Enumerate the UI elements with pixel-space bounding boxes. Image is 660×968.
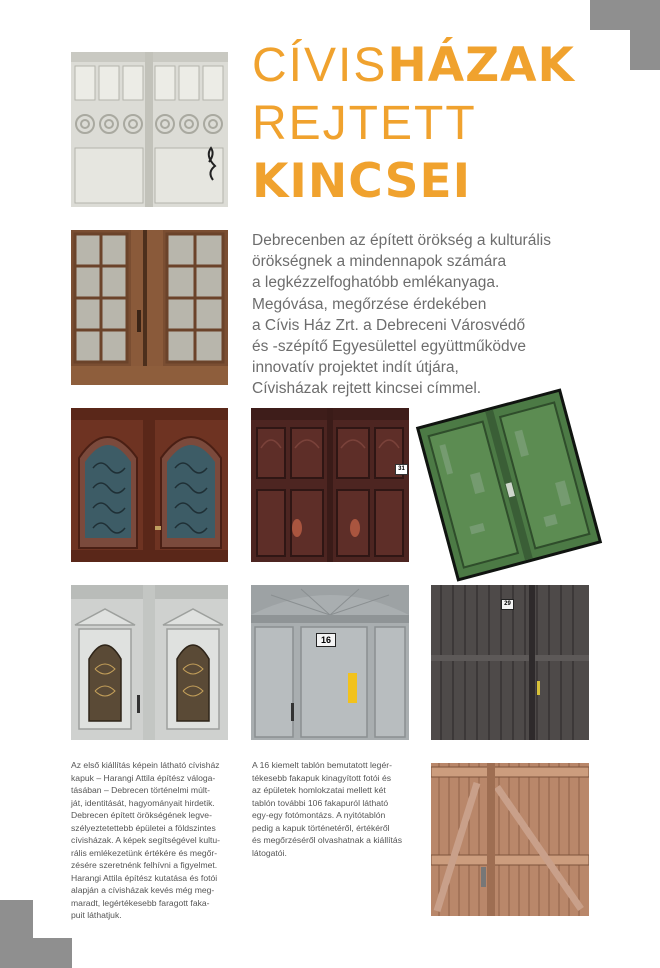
house-number: 16 bbox=[320, 635, 331, 645]
caption-line: pedig a kapuk történetéről, értékéről bbox=[252, 822, 390, 833]
house-number: 31 bbox=[398, 466, 405, 472]
intro-line: és -szépítő Egyesülettel együttműködve bbox=[252, 338, 526, 356]
caption-line: alapján a cívisházak kevés még meg- bbox=[71, 885, 215, 895]
house-number-plate bbox=[395, 464, 408, 475]
door-photo-dark-red-31 bbox=[251, 408, 409, 562]
title-civis: CÍVIS bbox=[252, 39, 388, 92]
caption-line: kapuk – Harangi Attila építész váloga- bbox=[71, 772, 216, 783]
door-photo-light-grey-16 bbox=[251, 585, 409, 740]
door-photo-green-tilted bbox=[414, 390, 604, 580]
door-photo-weathered-tan bbox=[431, 763, 589, 916]
caption-line: Harangi Attila építész kutatása és fotói bbox=[71, 872, 218, 883]
caption-line: cívisházak. A képek segítségével kultu- bbox=[71, 835, 221, 845]
intro-line: innovatív projektet indít útjára, bbox=[252, 359, 459, 377]
caption-line: puit láthatjuk. bbox=[71, 910, 122, 920]
caption-line: és megőrzéséről olvashatnak a kiállítás bbox=[252, 835, 402, 845]
caption-line: Debrecen épített örökségének legve- bbox=[71, 810, 212, 820]
corner-decoration-bottom-left bbox=[0, 938, 72, 968]
caption-line: látogatói. bbox=[252, 847, 287, 858]
caption-line: tásában – Debrecen történelmi múlt- bbox=[71, 785, 211, 795]
caption-line: Az első kiállítás képein látható cívisház bbox=[71, 760, 220, 770]
door-photo-dark-planks-29 bbox=[431, 585, 589, 740]
title-rejtett: REJTETT bbox=[252, 97, 477, 150]
caption-line: rális emlékezetünk értékére és megőr- bbox=[71, 847, 218, 858]
caption-line: tablón további 106 fakapuról látható bbox=[252, 797, 389, 808]
house-number-plate bbox=[316, 633, 336, 647]
intro-line: Cívisházak rejtett kincsei címmel. bbox=[252, 380, 482, 398]
caption-line: ját, identitását, hagyományait hirdetik. bbox=[71, 797, 215, 808]
caption-line: szélyeztetettebb épületei a földszintes bbox=[71, 822, 216, 833]
caption-line: egy-egy fotómontázs. A nyitótablón bbox=[252, 810, 386, 820]
title-hazak: HÁZAK bbox=[387, 38, 575, 93]
door-photo-white-carved bbox=[71, 52, 228, 207]
page-title bbox=[252, 38, 575, 216]
caption-line: az épületek homlokzatai mellett két bbox=[252, 785, 386, 795]
corner-decoration-top-right bbox=[630, 0, 660, 70]
house-number: 29 bbox=[504, 601, 511, 607]
intro-line: a legkézzelfoghatóbb emlékanyaga. bbox=[252, 274, 500, 292]
house-number-plate bbox=[501, 599, 514, 610]
intro-line: örökségnek a mindennapok számára bbox=[252, 253, 507, 271]
intro-line: a Cívis Ház Zrt. a Debreceni Városvédő bbox=[252, 316, 526, 334]
door-photo-brown-windows bbox=[71, 230, 228, 385]
caption-line: maradt, legértékesebb faragott faka- bbox=[71, 897, 210, 908]
intro-paragraph bbox=[252, 230, 582, 400]
door-photo-iron-grille bbox=[71, 408, 228, 562]
caption-line: zésére szeretnénk felhívni a figyelmet. bbox=[71, 860, 218, 870]
intro-line: Debrecenben az épített örökség a kulturális bbox=[252, 232, 551, 249]
intro-line: Megóvása, megőrzése érdekében bbox=[252, 295, 487, 313]
door-photo-grey-arched bbox=[71, 585, 228, 740]
caption-line: A 16 kiemelt tablón bemutatott legér- bbox=[252, 760, 392, 770]
caption-right bbox=[252, 759, 417, 859]
caption-left bbox=[71, 759, 231, 922]
title-kincsei: KINCSEI bbox=[252, 154, 472, 209]
caption-line: tékesebb fakapuk kinagyított fotói és bbox=[252, 772, 392, 783]
